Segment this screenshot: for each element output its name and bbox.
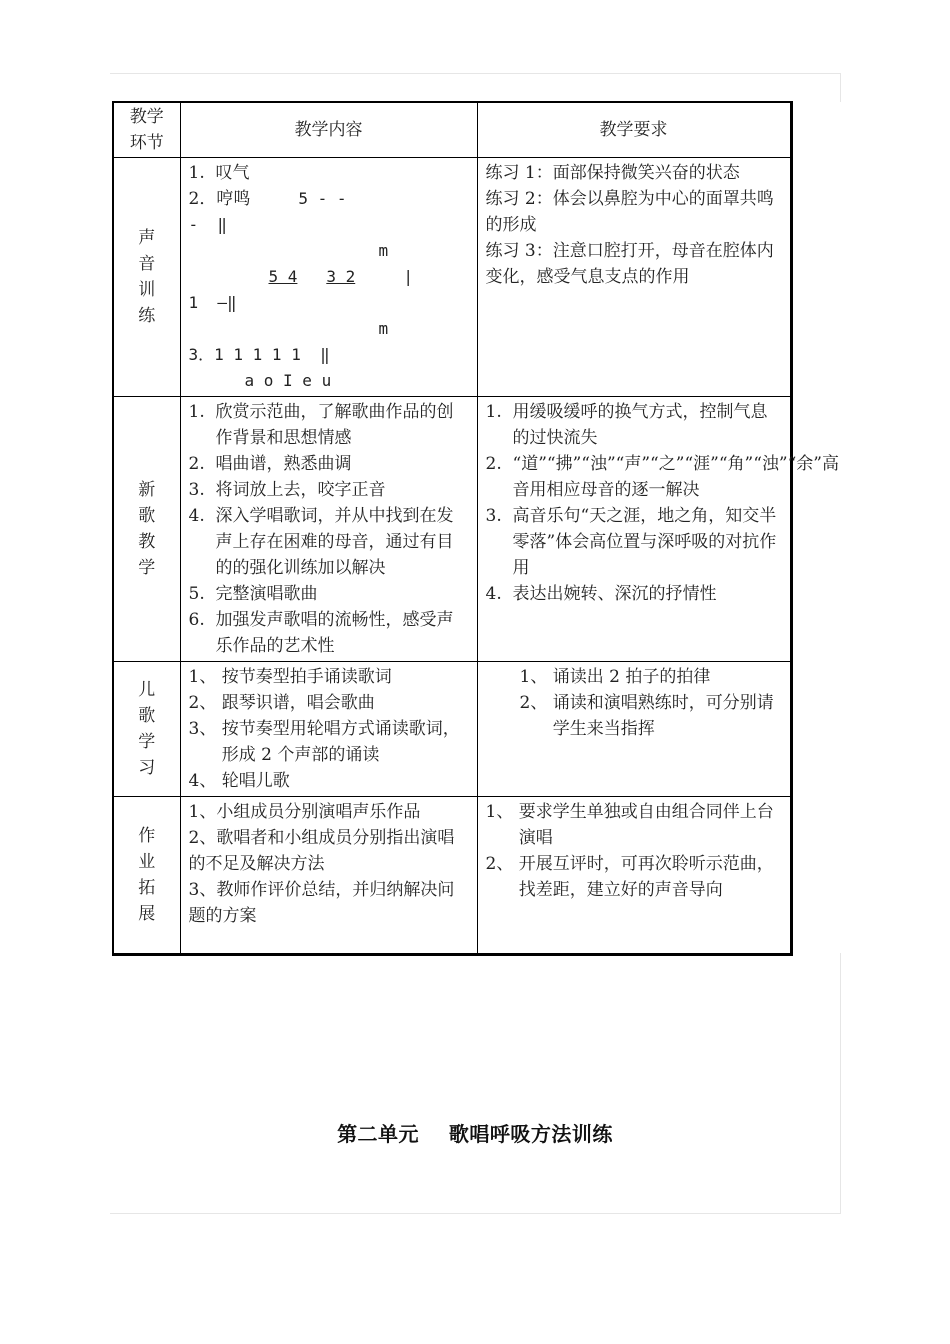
list-item: 练习 3：注意口腔打开，母音在腔体内变化，感受气息支点的作用	[485, 240, 774, 287]
new-song-content	[181, 397, 477, 661]
page-frame-top	[110, 73, 841, 102]
list-item: 5. 完整演唱歌曲	[188, 583, 318, 604]
section-label: 新 歌 教 学	[113, 396, 180, 661]
list-item: 3．1 1 1 1 1 ‖	[188, 344, 330, 364]
homework-requirements	[478, 797, 790, 905]
childrens-song-requirements	[478, 662, 790, 744]
table-row	[113, 157, 791, 396]
list-item: 2、 跟琴识谱，唱会歌曲	[188, 692, 375, 713]
list-item: 1、 按节奏型拍手诵读歌词	[188, 666, 392, 687]
table-row	[113, 796, 791, 954]
list-item: 练习 1：面部保持微笑兴奋的状态	[485, 162, 740, 183]
list-item: 1、小组成员分别演唱声乐作品	[188, 801, 421, 822]
new-song-requirements	[478, 397, 839, 609]
list-item: 2. 唱曲谱，熟悉曲调	[188, 453, 352, 474]
header-content: 教学内容	[180, 102, 477, 157]
content-cell	[180, 396, 477, 661]
section-label: 儿 歌 学 习	[113, 661, 180, 796]
list-item: 2、 开展互评时，可再次聆听示范曲，找差距，建立好的声音导向	[485, 853, 774, 900]
list-item: 6. 加强发声歌唱的流畅性，感受声乐作品的艺术性	[188, 609, 454, 656]
list-item: 1. 叹气	[188, 162, 250, 183]
unit-title: 第二单元 歌唱呼吸方法训练	[337, 1122, 613, 1146]
list-item: 1. 用缓吸缓呼的换气方式，控制气息的过快流失	[485, 401, 768, 448]
notation-line: m	[378, 318, 389, 338]
list-item: 2．哼鸣 5 - -	[188, 188, 347, 209]
childrens-song-content	[181, 662, 477, 796]
table-row	[113, 396, 791, 661]
header-requirements: 教学要求	[477, 102, 791, 157]
content-cell	[180, 661, 477, 796]
section-label: 声 音 训 练	[113, 157, 180, 396]
notation-line: - ‖	[188, 214, 228, 234]
list-item: 4. 表达出婉转、深沉的抒情性	[485, 583, 717, 604]
requirements-cell	[477, 157, 791, 396]
table-row	[113, 661, 791, 796]
notation-line: 5 4 3 2 |	[268, 266, 414, 286]
header-section: 教学环节	[113, 102, 180, 157]
requirements-cell	[477, 396, 839, 661]
list-item: 练习 2：体会以鼻腔为中心的面罩共鸣的形成	[485, 188, 774, 235]
notation-line: m	[378, 240, 389, 260]
table-header-row	[113, 102, 791, 157]
list-item: 2、歌唱者和小组成员分别指出演唱的不足及解决方法	[188, 827, 455, 874]
notation-line: a o I e u	[244, 370, 332, 390]
list-item: 3. 高音乐句“天之涯，地之角，知交半零落”体会高位置与深呼吸的对抗作用	[485, 505, 777, 578]
list-item: 1. 欣赏示范曲，了解歌曲作品的创作背景和思想情感	[188, 401, 454, 448]
list-item: 4. 深入学唱歌词，并从中找到在发声上存在困难的母音，通过有目的的强化训练加以解决	[188, 505, 454, 578]
list-item: 2. “道”“拂”“浊”“声”“之”“涯”“角”“浊”“余”高音用相应母音的逐一解决	[485, 453, 839, 500]
content-cell	[180, 796, 477, 954]
page-frame-bottom	[110, 953, 841, 1214]
section-label: 作 业 拓 展	[113, 796, 180, 954]
list-item: 2、 诵读和演唱熟练时，可分别请学生来当指挥	[519, 692, 774, 739]
notation-line: 1 —‖	[188, 292, 237, 312]
content-cell	[180, 157, 477, 396]
lesson-plan-table	[112, 101, 839, 956]
homework-content	[181, 797, 477, 931]
requirements-cell	[477, 796, 791, 954]
list-item: 3. 将词放上去，咬字正音	[188, 479, 386, 500]
requirements-cell	[477, 661, 791, 796]
vocal-exercise-requirements	[478, 158, 790, 292]
list-item: 1、 要求学生单独或自由组合同伴上台演唱	[485, 801, 774, 848]
list-item: 1、 诵读出 2 拍子的拍律	[519, 666, 711, 687]
list-item: 3、 按节奏型用轮唱方式诵读歌词，形成 2 个声部的诵读	[188, 718, 460, 765]
vocal-exercise-content	[181, 158, 477, 396]
list-item: 3、教师作评价总结，并归纳解决问题的方案	[188, 879, 455, 926]
list-item: 4、 轮唱儿歌	[188, 770, 290, 791]
